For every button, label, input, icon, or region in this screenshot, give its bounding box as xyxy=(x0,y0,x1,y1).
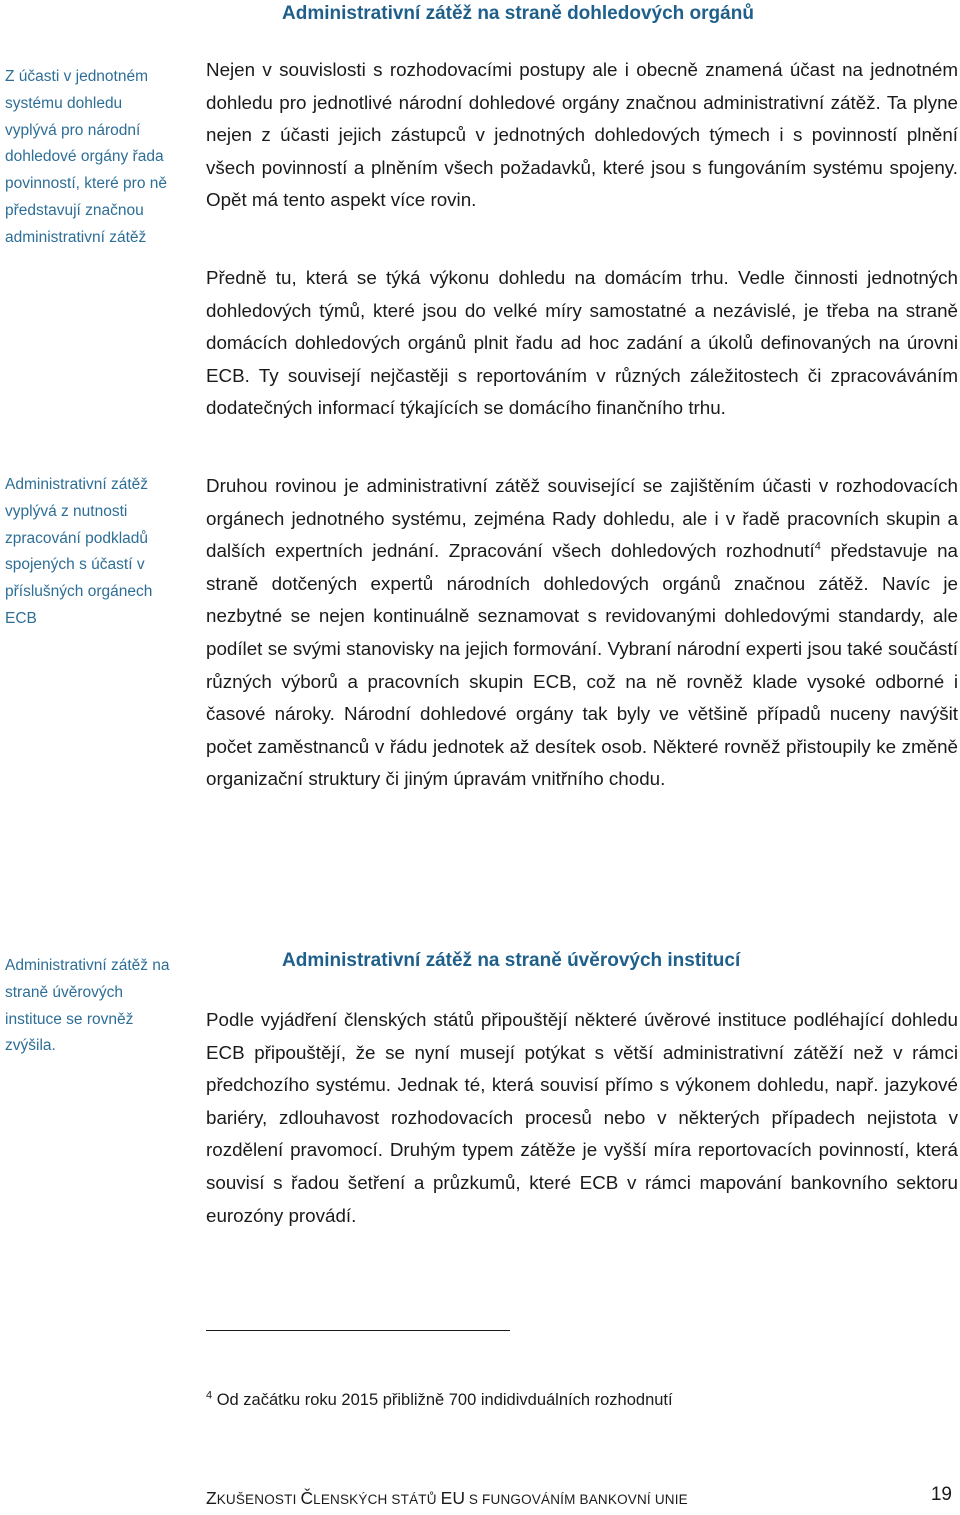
sidenote-credit-institutions: Administrativní zátěž na straně úvěrových instituce se rovněž zvýšila. xyxy=(5,957,170,1055)
footer-title-part-2: LENSKÝCH STÁTŮ xyxy=(313,1492,441,1507)
running-footer xyxy=(206,1487,688,1511)
footer-initial-z: Z xyxy=(206,1488,217,1508)
paragraph-domestic: Předně tu, která se týká výkonu dohledu na domácím trhu. Vedle činnosti jednotných dohledových týmů, které jsou do velké míry samostatné a nezávislé, je třeba na straně domácích dohledových orgánů plnit řadu ad hoc zadání a úkolů definovaných na úrovni ECB. Ty souvisejí nejčastěji s reportováním v různých záležitostech či zpracováváním dodatečných informací týkajících se domácího finančního trhu. xyxy=(206,267,958,419)
footer-initial-c: Č xyxy=(300,1488,314,1508)
footnote xyxy=(206,1388,673,1412)
paragraph-decision-bodies-text-2: představuje na straně dotčených expertů národních dohledových orgánů značnou zátěž. Navíc je nezbytné se nejen kontinuálně seznamovat s revidovanými dohledovými standardy, ale podílet se svými stanovisky na jejich formování. Vybraní národní experti jsou také součástí různých výborů a pracovních skupin ECB, což na ně rovněž klade vysoké odborné i časové nároky. Národní dohledové orgány tak byly ve většině případů nuceny navýšit počet zaměstnanců v řádu jednotek až desítek osob. Některé rovněž přistoupily ke změně organizační struktury či jiným úpravám vnitřního chodu. xyxy=(206,540,958,790)
footnote-reference[interactable]: 4 xyxy=(814,540,821,553)
footer-title-part-1: KUŠENOSTI xyxy=(216,1492,301,1507)
sidenote-participation: Z účasti v jednotném systému dohledu vyplývá pro národní dohledové orgány řada povinností, které pro ně představují značnou administrativní zátěž xyxy=(5,68,167,246)
section-heading-credit-institutions: Administrativní zátěž na straně úvěrových institucí xyxy=(282,950,741,971)
footnote-separator xyxy=(206,1330,510,1331)
paragraph-decision-bodies-text-1: Druhou rovinou je administrativní zátěž související se zajištěním účasti v rozhodovacích orgánech jednotného systému, zejména Rady dohledu, ale i v řadě pracovních skupin a dalších expertních jednání. Zpracování všech dohledových rozhodnutí xyxy=(206,475,958,562)
footer-title-part-3: S FUNGOVÁNÍM BANKOVNÍ UNIE xyxy=(464,1492,688,1507)
sidenote-documents: Administrativní zátěž vyplývá z nutnosti zpracování podkladů spojených s účastí v příslušných orgánech ECB xyxy=(5,476,153,627)
footnote-text: Od začátku roku 2015 přibližně 700 indidivduálních rozhodnutí xyxy=(212,1391,673,1409)
paragraph-decision-bodies xyxy=(206,470,958,796)
section-heading-supervisory: Administrativní zátěž na straně dohledových orgánů xyxy=(282,3,754,24)
paragraph-intro: Nejen v souvislosti s rozhodovacími postupy ale i obecně znamená účast na jednotném dohledu pro jednotlivé národní dohledové orgány značnou administrativní zátěž. Ta plyne nejen z účasti jejich zástupců v jednotných dohledových týmech i s povinností plnění všech povinností a plněním všech požadavků, které jsou s fungováním systému spojeny. Opět má tento aspekt více rovin. xyxy=(206,59,958,211)
footnote-number: 4 xyxy=(206,1389,213,1402)
page-number: 19 xyxy=(930,1484,952,1505)
footer-eu: EU xyxy=(440,1488,465,1508)
paragraph-credit-institutions: Podle vyjádření členských států připouštějí některé úvěrové instituce podléhající dohledu ECB připouštějí, že se nyní musejí potýkat s větší administrativní zátěží než v rámci předchozího systému. Jednak té, která souvisí přímo s výkonem dohledu, např. jazykové bariéry, zdlouhavost rozhodovacích procesů nebo v některých případech nejistota v rozdělení pravomocí. Druhým typem zátěže je vyšší míra reportovacích povinností, která souvisí s řadou šetření a průzkumů, které ECB v rámci mapování bankovního sektoru eurozóny provádí. xyxy=(206,1009,958,1226)
